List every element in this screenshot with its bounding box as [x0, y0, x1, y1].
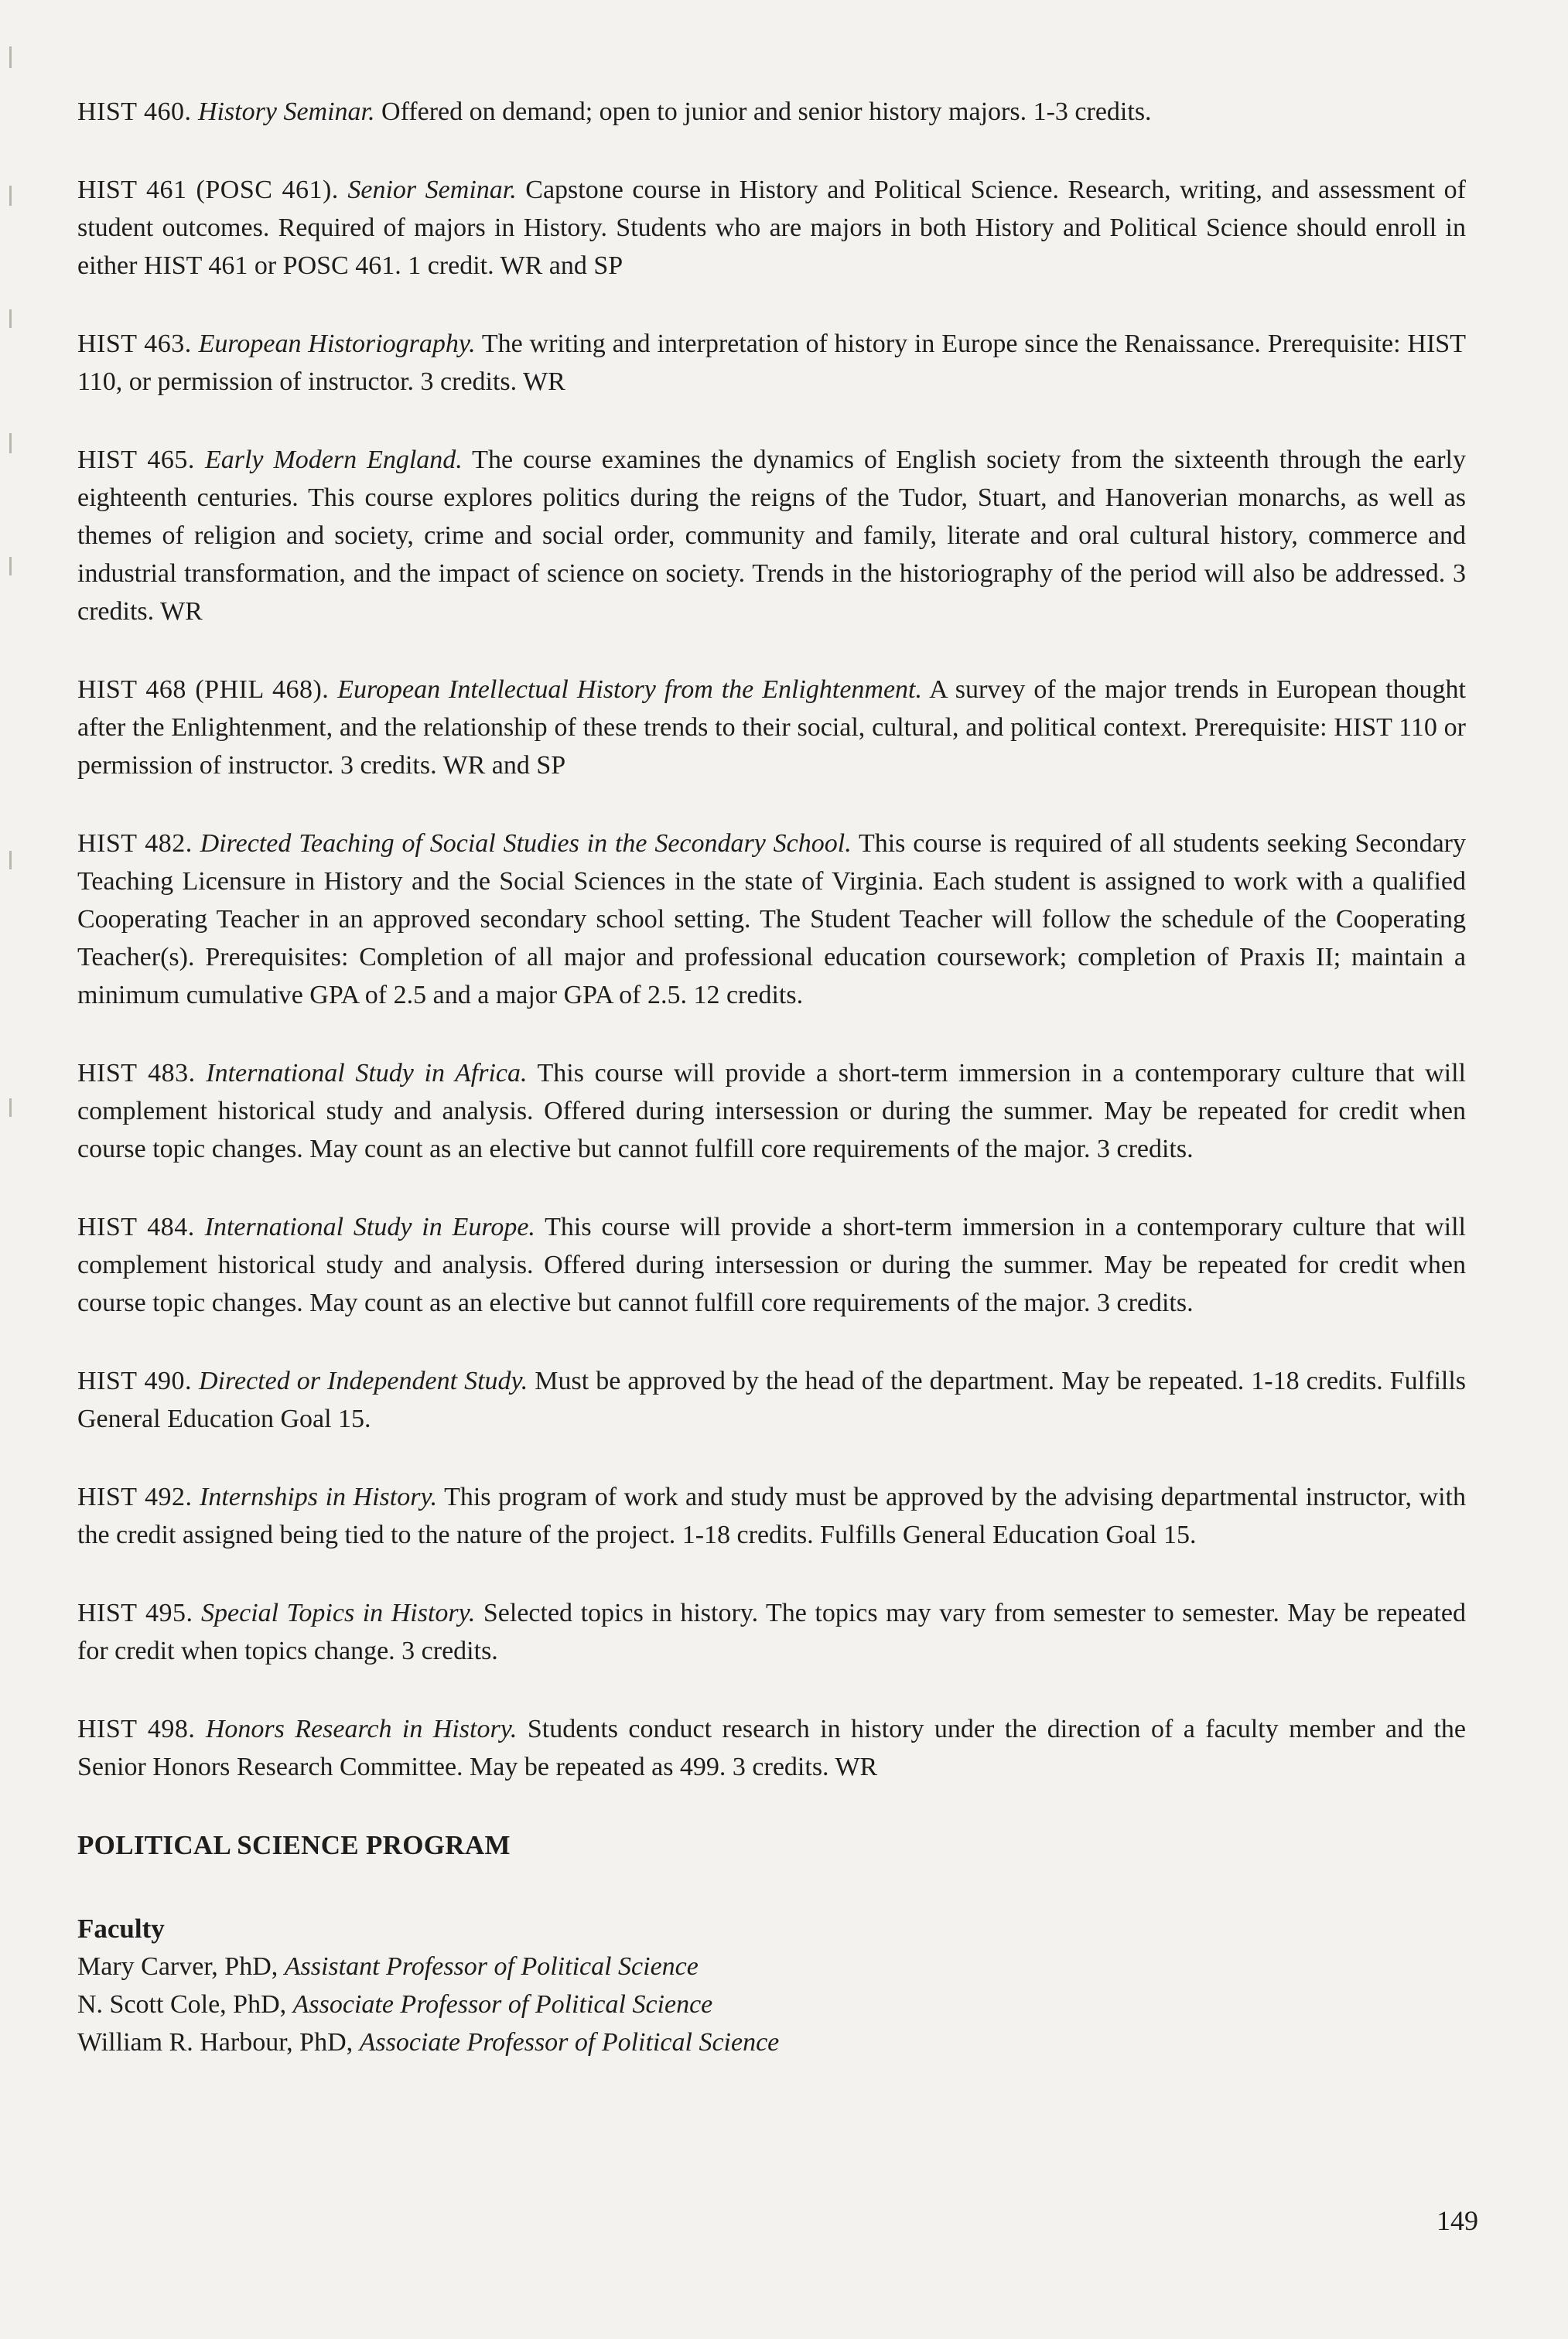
course-title: Special Topics in History. — [201, 1599, 476, 1627]
course-description: Students conduct research in history under the direction of a faculty member and the Senior Honors Research Committee. May be repeated as 499. 3 credits. WR — [77, 1715, 1466, 1781]
course-entry-hist-483 — [77, 1054, 1466, 1168]
course-entry-hist-484 — [77, 1208, 1466, 1322]
course-title: European Intellectual History from the Enlightenment. — [337, 675, 922, 704]
faculty-name: N. Scott Cole, PhD, — [77, 1990, 293, 2019]
course-title: History Seminar. — [197, 97, 375, 126]
course-description: This program of work and study must be approved by the advising departmental instructor, with the credit assigned being tied to the nature of the project. 1-18 credits. Fulfills General Education Goal 15. — [77, 1483, 1467, 1549]
course-entry-hist-460 — [77, 93, 1466, 131]
course-code: HIST 463. — [77, 330, 192, 358]
scan-margin-mark — [9, 433, 12, 453]
scan-margin-mark — [9, 1098, 12, 1117]
scan-margin-mark — [9, 309, 12, 328]
scan-margin-mark — [9, 46, 12, 68]
course-title: International Study in Africa. — [206, 1059, 528, 1088]
course-code: HIST 490. — [77, 1367, 192, 1395]
catalog-page — [77, 93, 1466, 2061]
course-description: Offered on demand; open to junior and senior history majors. 1-3 credits. — [374, 97, 1152, 126]
course-code: HIST 483. — [77, 1059, 196, 1088]
faculty-title: Assistant Professor of Political Science — [284, 1952, 699, 1981]
course-list — [77, 93, 1466, 1786]
course-entry-hist-463 — [77, 325, 1466, 401]
course-entry-hist-461 — [77, 171, 1466, 285]
faculty-member — [77, 1948, 1466, 1986]
course-code: HIST 468 (PHIL 468). — [77, 675, 330, 704]
course-code: HIST 465. — [77, 446, 195, 474]
course-description: The writing and interpretation of history in Europe since the Renaissance. Prerequisite: HIST 110, or permission of instructor. 3 credits. WR — [77, 330, 1466, 396]
faculty-heading: Faculty — [77, 1914, 165, 1944]
course-code: HIST 492. — [77, 1483, 193, 1511]
page-number: 149 — [1436, 2205, 1478, 2236]
course-title: Early Modern England. — [204, 446, 463, 474]
course-description: This course is required of all students seeking Secondary Teaching Licensure in History and the Social Sciences in the state of Virginia. Each student is assigned to work with a qualified Cooperating Teacher in an approved secondary school setting. The Student Teacher will follow the schedule of the Cooperating Teacher(s). Prerequisites: Completion of all major and professional education coursework; completion of Praxis II; maintain a minimum cumulative GPA of 2.5 and a major GPA of 2.5. 12 credits. — [77, 829, 1467, 1009]
course-title: Directed or Independent Study. — [199, 1367, 528, 1395]
course-title: European Historiography. — [198, 330, 476, 358]
course-title: International Study in Europe. — [204, 1213, 535, 1241]
course-title: Directed Teaching of Social Studies in the Secondary School. — [200, 829, 852, 858]
course-code: HIST 498. — [77, 1715, 196, 1743]
course-entry-hist-490 — [77, 1362, 1466, 1438]
course-description: Selected topics in history. The topics may vary from semester to semester. May be repeated for credit when topics change. 3 credits. — [77, 1599, 1467, 1665]
course-code: HIST 495. — [77, 1599, 193, 1627]
course-description: Capstone course in History and Political Science. Research, writing, and assessment of student outcomes. Required of majors in History. Students who are majors in both History and Political Science should enroll in either HIST 461 or POSC 461. 1 credit. WR and SP — [77, 176, 1467, 280]
course-description: This course will provide a short-term immersion in a contemporary culture that will complement historical study and analysis. Offered during intersession or during the summer. May be repeated for credit when course topic changes. May count as an elective but cannot fulfill core requirements of the major. 3 credits. — [77, 1213, 1467, 1317]
course-description: This course will provide a short-term immersion in a contemporary culture that will complement historical study and analysis. Offered during intersession or during the summer. May be repeated for credit when course topic changes. May count as an elective but cannot fulfill core requirements of the major. 3 credits. — [77, 1059, 1466, 1163]
faculty-name: Mary Carver, PhD, — [77, 1952, 285, 1981]
course-title: Senior Seminar. — [347, 176, 517, 204]
course-entry-hist-498 — [77, 1710, 1466, 1786]
course-entry-hist-492 — [77, 1478, 1466, 1554]
faculty-member — [77, 2023, 1466, 2061]
course-description: Must be approved by the head of the department. May be repeated. 1-18 credits. Fulfills General Education Goal 15. — [77, 1367, 1467, 1433]
course-code: HIST 482. — [77, 829, 193, 858]
faculty-member — [77, 1986, 1466, 2023]
scan-margin-mark — [9, 851, 12, 869]
scan-margin-mark — [9, 186, 12, 206]
course-entry-hist-468 — [77, 671, 1466, 784]
course-code: HIST 461 (POSC 461). — [77, 176, 339, 204]
course-code: HIST 460. — [77, 97, 192, 126]
faculty-list — [77, 1948, 1466, 2061]
course-entry-hist-495 — [77, 1594, 1466, 1670]
course-description: A survey of the major trends in European thought after the Enlightenment, and the relationship of these trends to their social, cultural, and political context. Prerequisite: HIST 110 or permission of instructor. 3 credits. WR and SP — [77, 675, 1466, 780]
faculty-title: Associate Professor of Political Science — [292, 1990, 713, 2019]
course-title: Honors Research in History. — [205, 1715, 518, 1743]
course-entry-hist-465 — [77, 441, 1466, 630]
course-title: Internships in History. — [200, 1483, 438, 1511]
section-heading: POLITICAL SCIENCE PROGRAM — [77, 1830, 511, 1860]
course-code: HIST 484. — [77, 1213, 195, 1241]
faculty-title: Associate Professor of Political Science — [359, 2028, 780, 2057]
scan-margin-mark — [9, 557, 12, 575]
course-entry-hist-482 — [77, 825, 1466, 1014]
course-description: The course examines the dynamics of English society from the sixteenth through the early eighteenth centuries. This course explores politics during the reigns of the Tudor, Stuart, and Hanoverian monarchs, as well as themes of religion and society, crime and social order, community and family, literate and oral cultural history, commerce and industrial transformation, and the impact of science on society. Trends in the historiography of the period will also be addressed. 3 credits. WR — [77, 446, 1466, 626]
faculty-name: William R. Harbour, PhD, — [77, 2028, 360, 2057]
